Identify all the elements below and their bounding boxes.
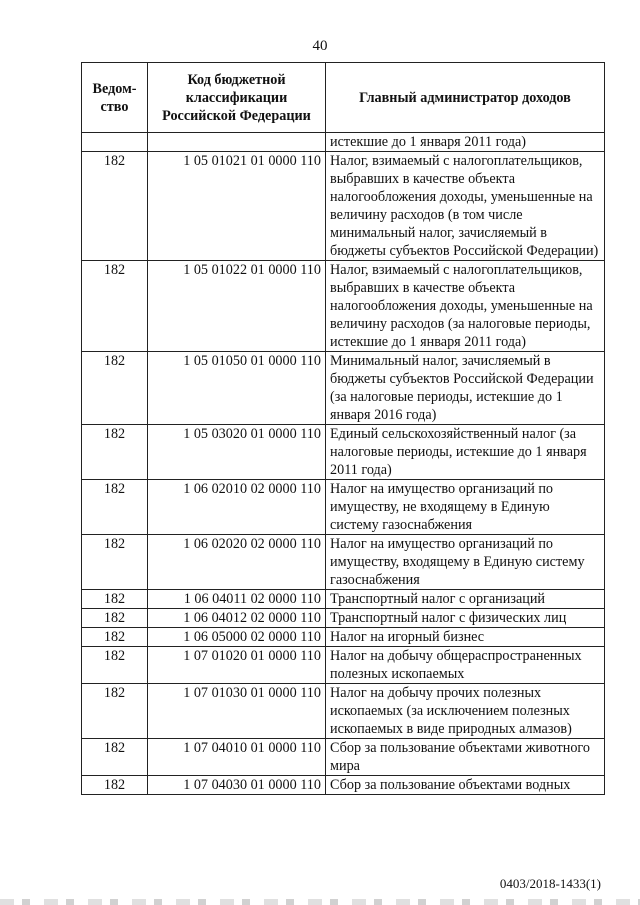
- revenue-name: Налог на имущество организаций по имуществу, не входящему в Единую систему газоснабжения: [326, 480, 605, 535]
- budget-code: 1 07 01020 01 0000 110: [148, 647, 326, 684]
- continuation-text: истекшие до 1 января 2011 года): [326, 133, 605, 152]
- revenue-name: Транспортный налог с физических лиц: [326, 609, 605, 628]
- table-row: [82, 152, 605, 261]
- table-row: [82, 590, 605, 609]
- budget-code: 1 06 05000 02 0000 110: [148, 628, 326, 647]
- budget-code: 1 05 01021 01 0000 110: [148, 152, 326, 261]
- header-department: Ведом-ство: [82, 63, 148, 133]
- department-code: 182: [82, 628, 148, 647]
- table-row: [82, 684, 605, 739]
- continuation-row: [82, 133, 605, 152]
- revenue-name: Транспортный налог с организаций: [326, 590, 605, 609]
- department-code: 182: [82, 776, 148, 795]
- table-row: [82, 609, 605, 628]
- revenue-name: Единый сельскохозяйственный налог (за налоговые периоды, истекшие до 1 января 2011 года): [326, 425, 605, 480]
- document-number: 0403/2018-1433(1): [499, 876, 601, 891]
- revenue-name: Налог на добычу общераспространенных полезных ископаемых: [326, 647, 605, 684]
- table-row: [82, 352, 605, 425]
- table-row: [82, 535, 605, 590]
- header-revenue-administrator: Главный администратор доходов: [326, 63, 605, 133]
- table-row: [82, 647, 605, 684]
- department-code: 182: [82, 480, 148, 535]
- department-code: 182: [82, 352, 148, 425]
- table-row: [82, 739, 605, 776]
- scan-edge-artifact: [0, 899, 640, 905]
- department-code: 182: [82, 647, 148, 684]
- table-row: [82, 776, 605, 795]
- table-row: [82, 480, 605, 535]
- table-row: [82, 425, 605, 480]
- department-code: 182: [82, 739, 148, 776]
- revenue-name: Налог, взимаемый с налогоплательщиков, выбравших в качестве объекта налогообложения доходы, уменьшенные на величину расходов (в том числе минимальный налог, зачисляемый в бюджеты субъектов Российской Федерации): [326, 152, 605, 261]
- revenue-name: Налог на игорный бизнес: [326, 628, 605, 647]
- budget-codes-table: [81, 62, 605, 795]
- department-code: 182: [82, 684, 148, 739]
- revenue-name: Налог, взимаемый с налогоплательщиков, выбравших в качестве объекта налогообложения доходы, уменьшенные на величину расходов (за налоговые периоды, истекшие до 1 января 2011 года): [326, 261, 605, 352]
- revenue-name: Минимальный налог, зачисляемый в бюджеты субъектов Российской Федерации (за налоговые периоды, истекшие до 1 января 2016 года): [326, 352, 605, 425]
- revenue-name: Сбор за пользование объектами водных: [326, 776, 605, 795]
- page-number: 40: [312, 38, 328, 54]
- department-code: 182: [82, 152, 148, 261]
- budget-code: 1 07 04030 01 0000 110: [148, 776, 326, 795]
- department-code: 182: [82, 425, 148, 480]
- budget-code: 1 05 01050 01 0000 110: [148, 352, 326, 425]
- budget-code: 1 05 01022 01 0000 110: [148, 261, 326, 352]
- budget-code: 1 07 04010 01 0000 110: [148, 739, 326, 776]
- budget-code: 1 05 03020 01 0000 110: [148, 425, 326, 480]
- table-row: [82, 628, 605, 647]
- department-code: 182: [82, 535, 148, 590]
- revenue-name: Налог на имущество организаций по имуществу, входящему в Единую систему газоснабжения: [326, 535, 605, 590]
- department-code: 182: [82, 590, 148, 609]
- header-budget-code: Код бюджетной классификации Российской Федерации: [148, 63, 326, 133]
- budget-code: 1 06 04011 02 0000 110: [148, 590, 326, 609]
- department-code: 182: [82, 261, 148, 352]
- budget-code: 1 06 02010 02 0000 110: [148, 480, 326, 535]
- department-code: 182: [82, 609, 148, 628]
- table-header-row: [82, 63, 605, 133]
- revenue-name: Налог на добычу прочих полезных ископаемых (за исключением полезных ископаемых в виде природных алмазов): [326, 684, 605, 739]
- budget-code: 1 06 02020 02 0000 110: [148, 535, 326, 590]
- budget-code: 1 07 01030 01 0000 110: [148, 684, 326, 739]
- table-cell-empty: [148, 133, 326, 152]
- table-row: [82, 261, 605, 352]
- budget-code: 1 06 04012 02 0000 110: [148, 609, 326, 628]
- revenue-name: Сбор за пользование объектами животного мира: [326, 739, 605, 776]
- table-cell-empty: [82, 133, 148, 152]
